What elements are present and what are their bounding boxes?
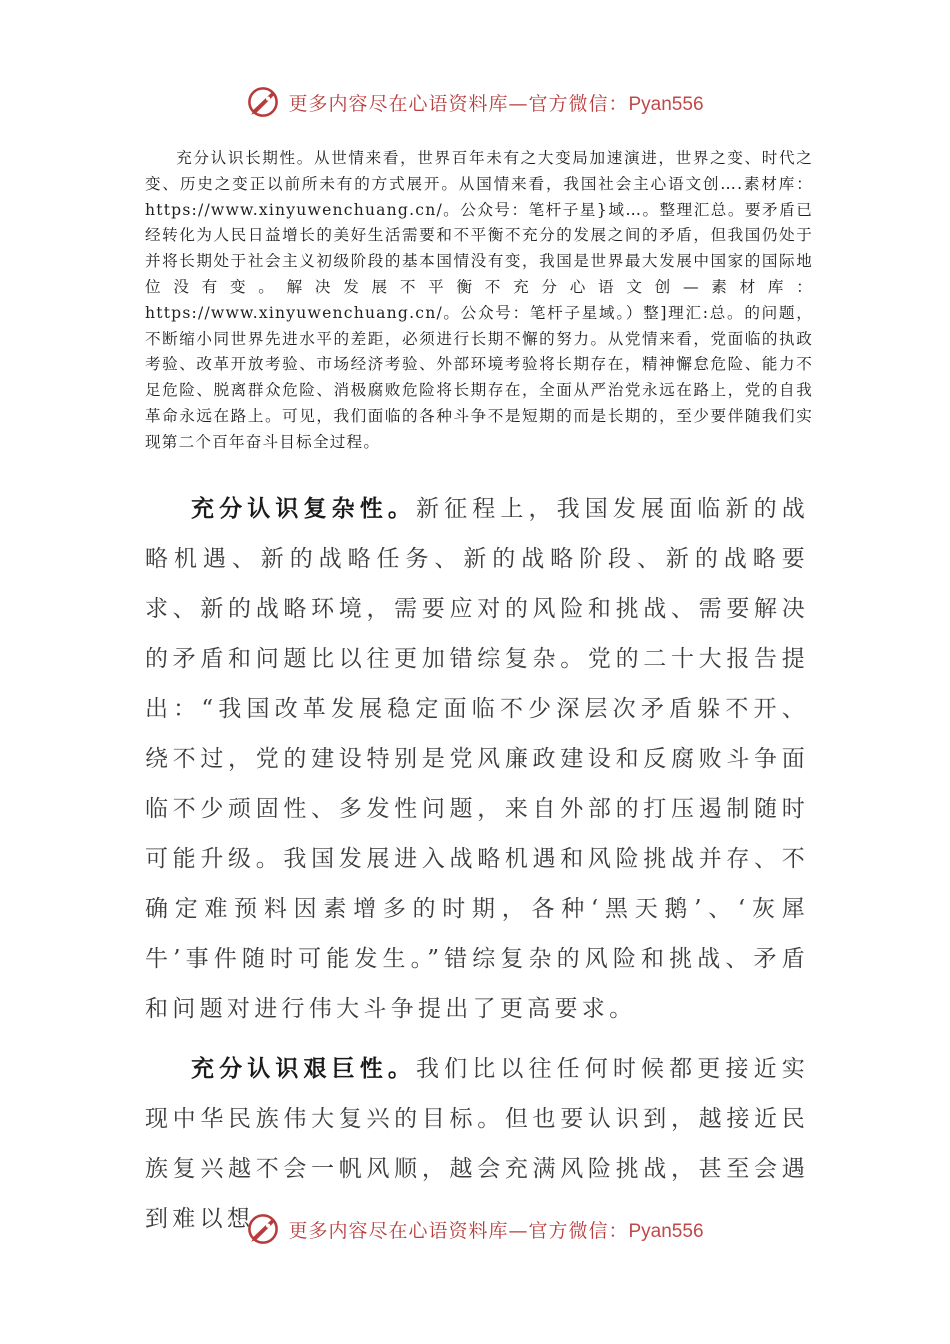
header-banner bbox=[0, 82, 950, 122]
footer-banner bbox=[0, 1209, 950, 1249]
paragraph-complexity-body: 新征程上，我国发展面临新的战略机遇、新的战略任务、新的战略阶段、新的战略要求、新的战略环境，需要应对的风险和挑战、需要解决的矛盾和问题比以往更加错综复杂。党的二十大报告提出：“我国改革发展稳定面临不少深层次矛盾躲不开、绕不过，党的建设特别是党风廉政建设和反腐败斗争面临不少顽固性、多发性问题，来自外部的打压遏制随时可能升级。我国发展进入战略机遇和风险挑战并存、不确定难预料因素增多的时期，各种‘黑天鹅’、‘灰犀牛’事件随时可能发生。”错综复杂的风险和挑战、矛盾和问题对进行伟大斗争提出了更高要求。 bbox=[145, 496, 809, 1022]
pen-nib-logo-icon bbox=[246, 85, 280, 119]
header-wechat-id: Pyan556 bbox=[628, 93, 704, 115]
paragraph-complexity bbox=[145, 484, 809, 1034]
footer-banner-text: 更多内容尽在心语资料库—官方微信：Pyan556 bbox=[288, 1219, 704, 1242]
paragraph-arduousness-body: 我们比以往任何时候都更接近实现中华民族伟大复兴的目标。但也要认识到，越接近民族复兴越不会一帆风顺，越会充满风险挑战，甚至会遇到难以想 bbox=[145, 1056, 809, 1232]
pen-nib-logo-icon bbox=[246, 1212, 280, 1246]
paragraph-arduousness-lead: 充分认识艰巨性。 bbox=[191, 1055, 417, 1082]
header-banner-text: 更多内容尽在心语资料库—官方微信：Pyan556 bbox=[288, 92, 704, 115]
paragraph-complexity-lead: 充分认识复杂性。 bbox=[191, 495, 417, 522]
footer-wechat-id: Pyan556 bbox=[628, 1220, 704, 1242]
paragraph-long-term: 充分认识长期性。从世情来看，世界百年未有之大变局加速演进，世界之变、时代之变、历史之变正以前所未有的方式展开。从国情来看，我国社会主心语文创….素材库：https://www.xinyuwenchuang.cn/。公众号：笔杆子星}域…。整理汇总。要矛盾已经转化为人民日益增长的美好生活需要和不平衡不充分的发展之间的矛盾，但我国仍处于并将长期处于社会主义初级阶段的基本国情没有变，我国是世界最大发展中国家的国际地位没有变。解决发展不平衡不充分心语文创—素材库：https://www.xinyuwenchuang.cn/。公众号：笔杆子星域。）整]理汇:总。的问题，不断缩小同世界先进水平的差距，必须进行长期不懈的努力。从党情来看，党面临的执政考验、改革开放考验、市场经济考验、外部环境考验将长期存在，精神懈怠危险、能力不足危险、脱离群众危险、消极腐败危险将长期存在，全面从严治党永远在路上，党的自我革命永远在路上。可见，我们面临的各种斗争不是短期的而是长期的，至少要伴随我们实现第二个百年奋斗目标全过程。 bbox=[145, 149, 813, 451]
